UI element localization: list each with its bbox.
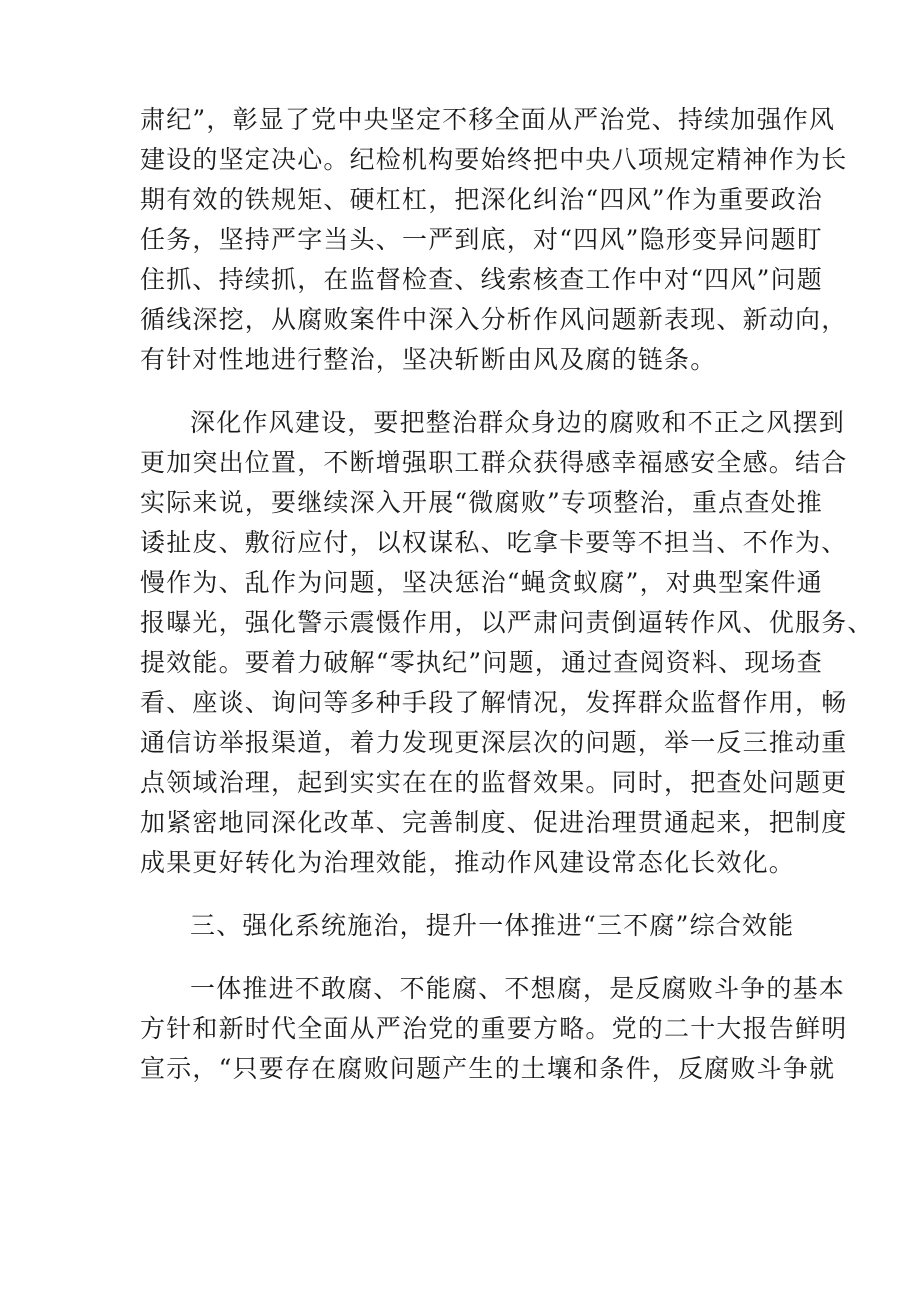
section-heading: 三、强化系统施治，提升一体推进“三不腐”综合效能 [190, 911, 795, 940]
text-line: 循线深挖，从腐败案件中深入分析作风问题新表现、新动向， [140, 305, 848, 334]
text-line: 更加突出位置，不断增强职工群众获得感幸福感安全感。结合 [140, 448, 848, 477]
paragraph-spacer [140, 946, 820, 969]
text-line: 肃纪”，彰显了党中央坚定不移全面从严治党、持续加强作风 [140, 105, 836, 134]
paragraph-spacer [140, 883, 820, 906]
text-line: 慢作为、乱作为问题，坚决惩治“蝇贪蚁腐”，对典型案件通 [140, 568, 823, 597]
paragraph-1 [140, 100, 848, 380]
text-line: 实际来说，要继续深入开展“微腐败”专项整治，重点查处推 [140, 488, 823, 517]
text-line: 看、座谈、询问等多种手段了解情况，发挥群众监督作用，畅 [140, 688, 848, 717]
paragraph-2 [140, 403, 874, 883]
text-line: 点领域治理，起到实实在在的监督效果。同时，把查处问题更 [140, 768, 848, 797]
paragraph-3 [140, 969, 848, 1089]
text-line: 住抓、持续抓，在监督检查、线索核查工作中对“四风”问题 [140, 265, 823, 294]
text-line: 报曝光，强化警示震慑作用，以严肃问责倒逼转作风、优服务、 [140, 608, 874, 637]
text-line: 通信访举报渠道，着力发现更深层次的问题，举一反三推动重 [140, 728, 848, 757]
text-line: 成果更好转化为治理效能，推动作风建设常态化长效化。 [140, 848, 796, 877]
text-line: 一体推进不敢腐、不能腐、不想腐，是反腐败斗争的基本 [190, 974, 846, 1003]
paragraph-spacer [140, 380, 820, 403]
text-line: 宣示，“只要存在腐败问题产生的土壤和条件，反腐败斗争就 [140, 1054, 836, 1083]
text-line: 深化作风建设，要把整治群众身边的腐败和不正之风摆到 [190, 408, 846, 437]
document-body [140, 100, 874, 1089]
text-line: 任务，坚持严字当头、一严到底，对“四风”隐形变异问题盯 [140, 225, 823, 254]
text-line: 有针对性地进行整治，坚决斩断由风及腐的链条。 [140, 345, 717, 374]
text-line: 提效能。要着力破解“零执纪”问题，通过查阅资料、现场查 [140, 648, 823, 677]
text-line: 方针和新时代全面从严治党的重要方略。党的二十大报告鲜明 [140, 1014, 848, 1043]
text-line: 建设的坚定决心。纪检机构要始终把中央八项规定精神作为长 [140, 145, 848, 174]
text-line: 诿扯皮、敷衍应付，以权谋私、吃拿卡要等不担当、不作为、 [140, 528, 848, 557]
text-line: 期有效的铁规矩、硬杠杠，把深化纠治“四风”作为重要政治 [140, 185, 823, 214]
text-line: 加紧密地同深化改革、完善制度、促进治理贯通起来，把制度 [140, 808, 848, 837]
